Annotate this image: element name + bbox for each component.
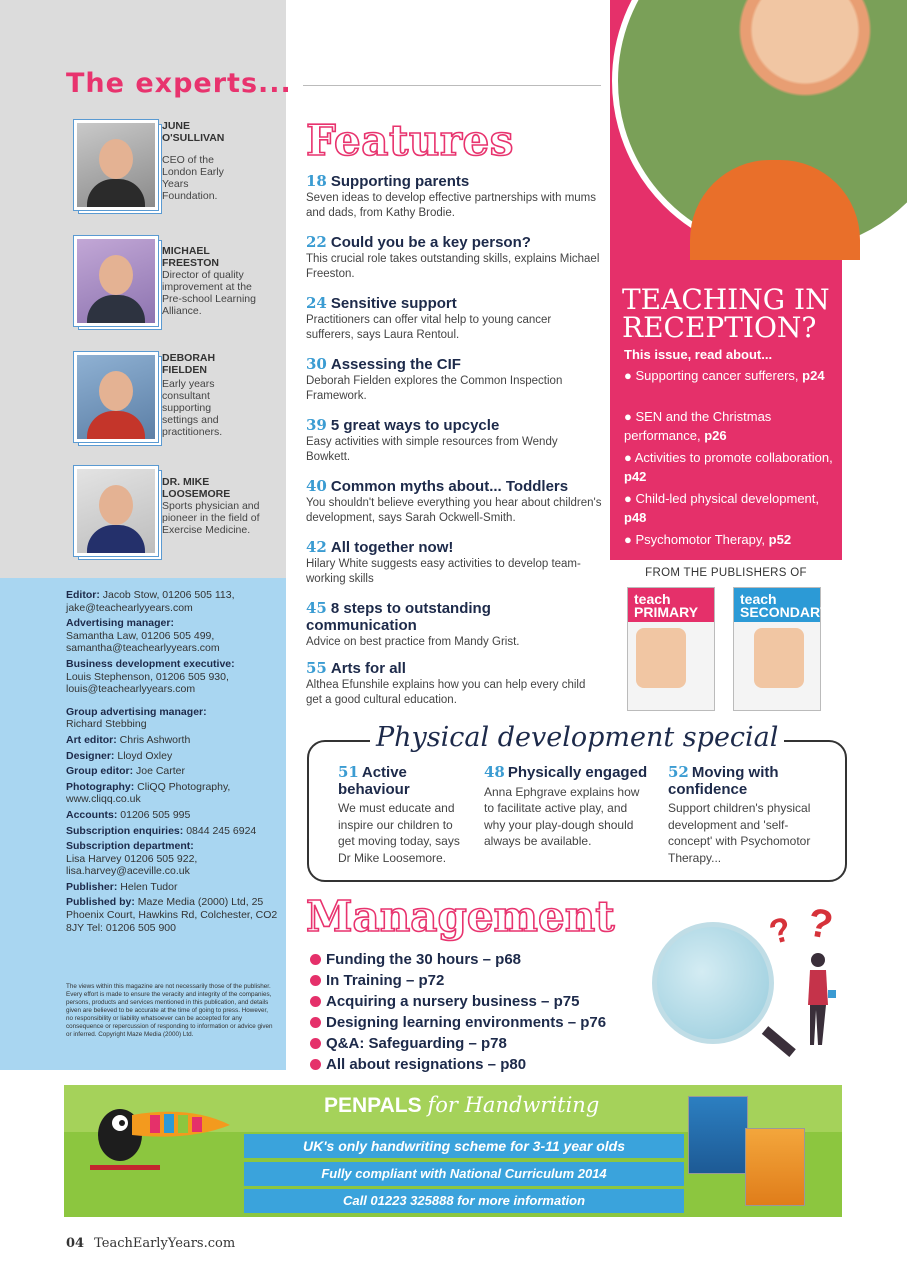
businesswoman-icon (800, 950, 836, 1050)
cover-title: teach PRIMARY (634, 591, 699, 620)
expert-deborah (74, 352, 284, 452)
magnifier-handle-icon (762, 1026, 796, 1057)
physical-special-title: Physical development special (370, 722, 784, 753)
advert-line: Fully compliant with National Curriculum 2014 (244, 1162, 684, 1186)
credit-item: Photography: CliQQ Photography, www.cliqq.co.uk (66, 780, 231, 806)
credit-item: Accounts: 01206 505 995 (66, 808, 191, 821)
expert-name: JUNE O'SULLIVAN (162, 120, 225, 144)
physical-item[interactable]: 48 Physically engaged Anna Ephgrave explains how to facilitate active play, and why your play-dough should always be available. (484, 763, 648, 848)
credit-item: Subscription enquiries: 0844 245 6924 (66, 824, 257, 837)
management-item[interactable]: All about resignations – p80 (310, 1056, 526, 1074)
credit-item: Editor: Jacob Stow, 01206 505 113, jake@teachearlyyears.com (66, 589, 235, 614)
feature-item[interactable]: 30 Assessing the CIF Deborah Fielden explores the Common Inspection Framework. (306, 355, 563, 402)
expert-photo (74, 120, 158, 210)
expert-name: MICHAEL FREESTON (162, 245, 219, 269)
expert-photo (74, 466, 158, 556)
bullet-icon (310, 975, 321, 986)
credits-list (66, 589, 281, 937)
management-item[interactable]: In Training – p72 (310, 972, 444, 990)
feature-item[interactable]: 24 Sensitive support Practitioners can offer vital help to young cancer sufferers, says Laura Rentoul. (306, 294, 552, 341)
credit-item: Designer: Lloyd Oxley (66, 749, 173, 762)
advert-title: PENPALS for Handwriting (324, 1093, 600, 1117)
divider (303, 85, 601, 86)
management-title: Management (306, 892, 615, 941)
expert-name: DR. MIKE LOOSEMORE (162, 476, 231, 500)
teaching-item[interactable]: ● Supporting cancer sufferers, p24 (624, 368, 825, 383)
book-cover-icon (745, 1128, 805, 1206)
question-mark-icon: ? (765, 909, 796, 953)
feature-item[interactable]: 22 Could you be a key person? This crucial role takes outstanding skills, explains Michael Freeston. (306, 233, 600, 280)
bullet-icon (310, 1059, 321, 1070)
expert-photo (74, 236, 158, 326)
features-title: Features (306, 116, 514, 165)
feature-item[interactable]: 39 5 great ways to upcycle Easy activities with simple resources from Wendy Bowkett. (306, 416, 558, 463)
magazine-cover-primary[interactable] (627, 587, 715, 711)
teaching-item[interactable]: ● Psychomotor Therapy, p52 (624, 532, 792, 547)
teaching-subtitle: This issue, read about... (624, 347, 773, 362)
expert-desc: Sports physician and pioneer in the field of Exercise Medicine. (162, 500, 260, 536)
credit-item: Group editor: Joe Carter (66, 765, 186, 778)
management-item[interactable]: Designing learning environments – p76 (310, 1014, 606, 1032)
book-cover-icon (688, 1096, 748, 1174)
publishers-label: FROM THE PUBLISHERS OF (645, 567, 807, 579)
toucan-icon (80, 1095, 240, 1175)
footer-site: TeachEarlyYears.com (94, 1236, 236, 1251)
credit-item: Subscription department: Lisa Harvey 01206 505 922, lisa.harvey@aceville.co.uk (66, 840, 198, 878)
expert-mike (74, 466, 284, 566)
cover-photo (754, 628, 804, 688)
expert-june (74, 120, 284, 220)
disclaimer: The views within this magazine are not necessarily those of the publisher. Every effort is made to ensure the veracity and integrity of the companies, persons, products and services mentioned in this publication, and details given are believed to be accurate at the time of going to press. However, no responsibility or liability whatsoever can be accepted for any consequence or repercussion of responding to information or advice given or inferred. Copyright Maze Media (2000) Ltd. (66, 983, 273, 1038)
feature-item[interactable]: 18 Supporting parents Seven ideas to develop effective partnerships with mums and dads, from Kathy Brodie. (306, 172, 596, 219)
expert-michael (74, 236, 284, 336)
bullet-icon (310, 1017, 321, 1028)
hero-photo-child (610, 0, 907, 272)
management-item[interactable]: Acquiring a nursery business – p75 (310, 993, 579, 1011)
advert-line: Call 01223 325888 for more information (244, 1189, 684, 1213)
credit-item: Publisher: Helen Tudor (66, 880, 178, 893)
bullet-icon (310, 996, 321, 1007)
teaching-item[interactable]: ● Child-led physical development, p48 (624, 491, 820, 525)
credit-item: Published by: Maze Media (2000) Ltd, 25 Phoenix Court, Hawkins Rd, Colchester, CO2 8JY Tel: 01206 505 900 (66, 896, 278, 934)
expert-name: DEBORAH FIELDEN (162, 352, 216, 376)
management-item[interactable]: Funding the 30 hours – p68 (310, 951, 521, 969)
physical-item[interactable]: 52 Moving with confidence Support children's physical development and 'self-concept' with Psychomotor Therapy... (668, 763, 811, 865)
advert-line: UK's only handwriting scheme for 3-11 year olds (244, 1134, 684, 1158)
cover-title: teach SECONDARY (740, 591, 829, 620)
credit-item: Business development executive: Louis Stephenson, 01206 505 930, louis@teachearlyyears.com (66, 657, 235, 696)
feature-item[interactable]: 42 All together now! Hilary White suggests easy activities to develop team-working skills (306, 538, 581, 585)
page-number: 04 (66, 1236, 85, 1251)
feature-item[interactable]: 55 Arts for all Althea Efunshile explains how you can help every child get a good cultural education. (306, 659, 586, 706)
magnifying-glass-icon (652, 922, 774, 1044)
expert-desc: CEO of the London Early Years Foundation. (162, 154, 224, 202)
bullet-icon (310, 954, 321, 965)
feature-item[interactable]: 40 Common myths about... Toddlers You shouldn't believe everything you hear about children's development, says Sarah Ockwell-Smith. (306, 477, 602, 524)
bullet-icon (310, 1038, 321, 1049)
cover-photo (636, 628, 686, 688)
teaching-item[interactable]: ● Activities to promote collaboration, p42 (624, 450, 833, 484)
expert-desc: Early years consultant supporting settings and practitioners. (162, 378, 223, 438)
teaching-title: TEACHING IN RECEPTION? (622, 283, 830, 344)
magazine-cover-secondary[interactable] (733, 587, 829, 711)
expert-photo (74, 352, 158, 442)
physical-item[interactable]: 51 Active behaviour We must educate and inspire our children to get moving today, says Dr Mike Loosemore. (338, 763, 460, 865)
credit-item: Advertising manager: Samantha Law, 01206 505 499, samantha@teachearlyyears.com (66, 617, 220, 655)
teaching-item[interactable]: ● SEN and the Christmas performance, p26 (624, 409, 772, 443)
page-footer (66, 1236, 235, 1251)
experts-title: The experts... (66, 68, 292, 99)
management-item[interactable]: Q&A: Safeguarding – p78 (310, 1035, 507, 1053)
credit-item: Art editor: Chris Ashworth (66, 733, 191, 746)
expert-desc: Director of quality improvement at the Pre-school Learning Alliance. (162, 269, 256, 317)
credit-item: Group advertising manager: Richard Stebbing (66, 705, 207, 731)
question-mark-icon: ? (804, 900, 837, 948)
feature-item[interactable]: 45 8 steps to outstanding communication Advice on best practice from Mandy Grist. (306, 599, 520, 648)
